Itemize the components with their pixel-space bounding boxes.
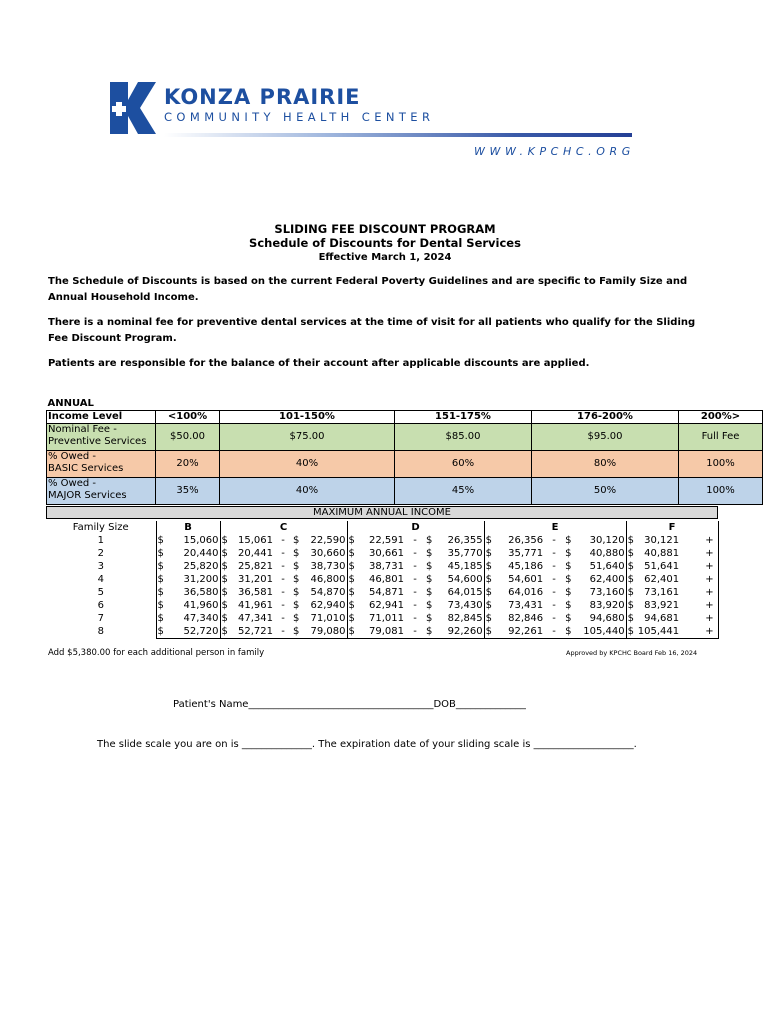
- income-b: 41,960: [183, 599, 219, 611]
- income-c-max: 79,080: [302, 625, 347, 639]
- dollar-sign: $: [156, 534, 166, 547]
- fee-cell: 50%: [532, 477, 679, 504]
- income-c-min: 36,581: [238, 586, 273, 598]
- income-f: 30,121: [644, 534, 680, 546]
- dollar-sign: $: [220, 547, 230, 560]
- range-dash: -: [413, 560, 417, 572]
- family-size: 3: [97, 560, 104, 572]
- nominal-fee-row: [47, 423, 763, 450]
- income-e-min: 35,771: [508, 547, 544, 559]
- income-f: 73,161: [644, 586, 680, 598]
- dollar-sign: $: [220, 599, 230, 612]
- fee-cell: 40%: [220, 450, 395, 477]
- range-dash: -: [552, 534, 556, 546]
- dollar-sign: $: [220, 534, 230, 547]
- dollar-sign: $: [484, 573, 494, 586]
- logo-name: KONZA PRAIRIE: [164, 85, 361, 109]
- dollar-sign: $: [484, 586, 494, 599]
- dollar-sign: $: [293, 547, 300, 559]
- max-income-heading: MAXIMUM ANNUAL INCOME: [46, 506, 718, 519]
- family-size: 4: [97, 573, 104, 585]
- dollar-sign: $: [293, 612, 300, 624]
- range-dash: -: [281, 612, 285, 624]
- range-dash: -: [413, 573, 417, 585]
- dollar-sign: $: [565, 534, 572, 546]
- plus-sign: +: [680, 560, 718, 573]
- income-f: 62,401: [644, 573, 680, 585]
- fee-cell: 20%: [156, 450, 220, 477]
- plus-sign: +: [680, 534, 718, 547]
- dollar-sign: $: [425, 625, 435, 639]
- range-dash: -: [552, 612, 556, 624]
- fee-cell: 35%: [156, 477, 220, 504]
- page-subtitle: Schedule of Discounts for Dental Services: [249, 236, 521, 250]
- level-header: 101-150%: [220, 410, 395, 423]
- dollar-sign: $: [426, 573, 433, 585]
- dollar-sign: $: [626, 573, 636, 586]
- dollar-sign: $: [626, 560, 636, 573]
- range-dash: -: [281, 573, 285, 585]
- dollar-sign: $: [156, 547, 166, 560]
- range-dash: -: [413, 612, 417, 624]
- dollar-sign: $: [156, 560, 166, 573]
- family-size: 2: [97, 547, 104, 559]
- income-d-min: 38,731: [369, 560, 405, 572]
- fee-cell: 80%: [532, 450, 679, 477]
- income-f: 83,921: [644, 599, 680, 611]
- income-e-min: 54,601: [508, 573, 544, 585]
- income-d-min: 30,661: [369, 547, 405, 559]
- income-c-min: 52,721: [230, 625, 274, 639]
- income-row: [46, 599, 718, 612]
- range-dash: -: [281, 560, 285, 572]
- range-dash: -: [413, 586, 417, 598]
- income-row: [46, 625, 718, 639]
- dollar-sign: $: [426, 586, 433, 598]
- dollar-sign: $: [484, 547, 494, 560]
- dollar-sign: $: [626, 586, 636, 599]
- fee-cell: 45%: [395, 477, 532, 504]
- family-size: 5: [97, 586, 104, 598]
- dollar-sign: $: [293, 599, 300, 611]
- dollar-sign: $: [293, 560, 300, 572]
- family-size: 6: [97, 599, 104, 611]
- income-d-max: 35,770: [447, 547, 483, 559]
- slide-scale-line: The slide scale you are on is ______________. The expiration date of your sliding scale is ____________________.: [97, 739, 637, 750]
- income-e-max: 73,160: [589, 586, 625, 598]
- income-d-min: 46,801: [369, 573, 405, 585]
- income-c-min: 25,821: [238, 560, 273, 572]
- dollar-sign: $: [565, 612, 572, 624]
- income-row: [46, 586, 718, 599]
- patient-name-dob-line: Patient's Name_____________________________________DOB______________: [173, 699, 526, 710]
- column-header-f: F: [626, 521, 718, 534]
- income-c-min: 47,341: [238, 612, 273, 624]
- income-d-max: 45,185: [447, 560, 483, 572]
- income-c-max: 71,010: [310, 612, 346, 624]
- dollar-sign: $: [484, 560, 494, 573]
- fee-cell: $50.00: [156, 423, 220, 450]
- range-dash: -: [281, 534, 285, 546]
- dollar-sign: $: [626, 625, 636, 639]
- dollar-sign: $: [484, 612, 494, 625]
- row-label: Nominal Fee - Preventive Services: [47, 423, 156, 450]
- dollar-sign: $: [565, 547, 572, 559]
- dollar-sign: $: [626, 599, 636, 612]
- fee-cell: $95.00: [532, 423, 679, 450]
- dollar-sign: $: [626, 612, 636, 625]
- row-label: % Owed - MAJOR Services: [47, 477, 156, 504]
- fee-cell: $75.00: [220, 423, 395, 450]
- fee-cell: 100%: [679, 450, 763, 477]
- income-b: 31,200: [183, 573, 219, 585]
- income-e-max: 51,640: [589, 560, 625, 572]
- income-d-max: 54,600: [447, 573, 483, 585]
- dollar-sign: $: [426, 612, 433, 624]
- logo-subtitle: COMMUNITY HEALTH CENTER: [164, 110, 435, 124]
- income-e-min: 64,016: [508, 586, 544, 598]
- income-e-min: 92,261: [494, 625, 544, 639]
- dollar-sign: $: [156, 573, 166, 586]
- dollar-sign: $: [293, 573, 300, 585]
- dollar-sign: $: [426, 560, 433, 572]
- income-e-min: 45,186: [508, 560, 544, 572]
- range-dash: -: [281, 586, 285, 598]
- income-d-max: 64,015: [447, 586, 483, 598]
- logo-mark: [110, 82, 156, 134]
- dollar-sign: $: [565, 599, 572, 611]
- income-d-min: 54,871: [369, 586, 405, 598]
- dollar-sign: $: [220, 573, 230, 586]
- income-c-min: 20,441: [238, 547, 273, 559]
- income-d-max: 26,355: [447, 534, 483, 546]
- additional-person-note: Add $5,380.00 for each additional person in family: [48, 648, 265, 658]
- dollar-sign: $: [220, 560, 230, 573]
- dollar-sign: $: [484, 599, 494, 612]
- dollar-sign: $: [565, 560, 572, 572]
- dollar-sign: $: [426, 599, 433, 611]
- income-c-min: 15,061: [238, 534, 273, 546]
- nominal-fee-paragraph: There is a nominal fee for preventive dental services at the time of visit for all patients who qualify for the Sliding Fee Discount Program.: [48, 317, 696, 344]
- row-label: % Owed - BASIC Services: [47, 450, 156, 477]
- dollar-sign: $: [347, 573, 357, 586]
- income-b: 47,340: [183, 612, 219, 624]
- dollar-sign: $: [484, 534, 494, 547]
- dollar-sign: $: [156, 625, 166, 639]
- dollar-sign: $: [292, 625, 302, 639]
- range-dash: -: [552, 573, 556, 585]
- range-dash: -: [281, 547, 285, 559]
- column-header-e: E: [484, 521, 626, 534]
- income-c-max: 30,660: [310, 547, 346, 559]
- logo-url: WWW.KPCHC.ORG: [474, 145, 635, 158]
- dollar-sign: $: [347, 625, 357, 639]
- fee-cell: Full Fee: [679, 423, 763, 450]
- income-d-max: 82,845: [447, 612, 483, 624]
- level-header: 151-175%: [395, 410, 532, 423]
- income-b: 15,060: [183, 534, 219, 546]
- plus-sign: +: [680, 599, 718, 612]
- family-size: 7: [97, 612, 104, 624]
- fee-cell: 60%: [395, 450, 532, 477]
- dollar-sign: $: [293, 534, 300, 546]
- range-dash: -: [413, 547, 417, 559]
- column-header-b: B: [156, 521, 220, 534]
- dollar-sign: $: [347, 547, 357, 560]
- income-e-max: 83,920: [589, 599, 625, 611]
- logo-divider: [164, 133, 632, 137]
- income-d-min: 22,591: [369, 534, 405, 546]
- income-row: [46, 534, 718, 547]
- family-size-label: Family Size: [72, 521, 129, 533]
- column-header-d: D: [347, 521, 484, 534]
- income-e-max: 94,680: [589, 612, 625, 624]
- income-d-min: 79,081: [357, 625, 405, 639]
- dollar-sign: $: [220, 586, 230, 599]
- range-dash: -: [544, 625, 564, 639]
- level-header: 176-200%: [532, 410, 679, 423]
- dollar-sign: $: [626, 547, 636, 560]
- dollar-sign: $: [293, 586, 300, 598]
- intro-paragraph: The Schedule of Discounts is based on the current Federal Poverty Guidelines and are specific to Family Size and Annual Household Income.: [48, 276, 688, 303]
- income-e-max: 62,400: [589, 573, 625, 585]
- income-e-min: 73,431: [508, 599, 544, 611]
- dollar-sign: $: [426, 547, 433, 559]
- range-dash: -: [552, 599, 556, 611]
- dollar-sign: $: [565, 586, 572, 598]
- discount-table: [46, 398, 763, 505]
- income-row: [46, 560, 718, 573]
- income-e-max: 40,880: [589, 547, 625, 559]
- income-b: 25,820: [183, 560, 219, 572]
- income-c-max: 62,940: [310, 599, 346, 611]
- income-f: 94,681: [644, 612, 680, 624]
- dollar-sign: $: [347, 586, 357, 599]
- income-d-max: 92,260: [435, 625, 484, 639]
- income-row: [46, 573, 718, 586]
- dollar-sign: $: [347, 560, 357, 573]
- income-e-max: 30,120: [589, 534, 625, 546]
- income-d-min: 62,941: [369, 599, 405, 611]
- plus-sign: +: [680, 625, 718, 639]
- income-e-max: 105,440: [574, 625, 626, 639]
- income-b: 36,580: [183, 586, 219, 598]
- plus-sign: +: [680, 547, 718, 560]
- range-dash: -: [552, 547, 556, 559]
- income-level-label: Income Level: [47, 410, 156, 423]
- dollar-sign: $: [564, 625, 574, 639]
- annual-label: ANNUAL: [47, 398, 94, 410]
- income-c-max: 22,590: [310, 534, 346, 546]
- range-dash: -: [413, 599, 417, 611]
- dollar-sign: $: [565, 573, 572, 585]
- dollar-sign: $: [626, 534, 636, 547]
- basic-services-row: [47, 450, 763, 477]
- column-header-c: C: [220, 521, 347, 534]
- range-dash: -: [552, 586, 556, 598]
- dollar-sign: $: [347, 612, 357, 625]
- income-d-max: 73,430: [447, 599, 483, 611]
- fee-cell: 100%: [679, 477, 763, 504]
- fee-cell: 40%: [220, 477, 395, 504]
- income-table: [46, 521, 719, 639]
- income-e-min: 26,356: [508, 534, 544, 546]
- income-d-min: 71,011: [369, 612, 405, 624]
- income-c-min: 31,201: [238, 573, 273, 585]
- plus-sign: +: [680, 586, 718, 599]
- family-size: 8: [97, 625, 104, 637]
- dollar-sign: $: [156, 599, 166, 612]
- range-dash: -: [552, 560, 556, 572]
- income-f: 105,441: [637, 625, 680, 637]
- income-c-max: 38,730: [310, 560, 346, 572]
- family-size: 1: [97, 534, 104, 546]
- dollar-sign: $: [220, 625, 230, 639]
- dollar-sign: $: [484, 625, 494, 639]
- level-header: 200%>: [679, 410, 763, 423]
- plus-sign: +: [680, 573, 718, 586]
- approval-note: Approved by KPCHC Board Feb 16, 2024: [566, 649, 698, 657]
- income-b: 52,720: [166, 625, 220, 639]
- dollar-sign: $: [156, 612, 166, 625]
- level-header: <100%: [156, 410, 220, 423]
- effective-date: Effective March 1, 2024: [318, 252, 452, 263]
- income-f: 51,641: [644, 560, 680, 572]
- dollar-sign: $: [347, 599, 357, 612]
- major-services-row: [47, 477, 763, 504]
- income-c-max: 54,870: [310, 586, 346, 598]
- income-f: 40,881: [644, 547, 680, 559]
- dollar-sign: $: [220, 612, 230, 625]
- income-row: [46, 547, 718, 560]
- range-dash: -: [413, 534, 417, 546]
- dollar-sign: $: [347, 534, 357, 547]
- fee-cell: $85.00: [395, 423, 532, 450]
- balance-paragraph: Patients are responsible for the balance of their account after applicable discounts are applied.: [48, 358, 590, 369]
- income-row: [46, 612, 718, 625]
- income-c-min: 41,961: [238, 599, 273, 611]
- dollar-sign: $: [426, 534, 433, 546]
- income-c-max: 46,800: [310, 573, 346, 585]
- plus-sign: +: [680, 612, 718, 625]
- page-title: SLIDING FEE DISCOUNT PROGRAM: [274, 222, 496, 236]
- range-dash: -: [281, 599, 285, 611]
- income-e-min: 82,846: [508, 612, 544, 624]
- range-dash: -: [405, 625, 425, 639]
- income-b: 20,440: [183, 547, 219, 559]
- range-dash: -: [274, 625, 292, 639]
- dollar-sign: $: [156, 586, 166, 599]
